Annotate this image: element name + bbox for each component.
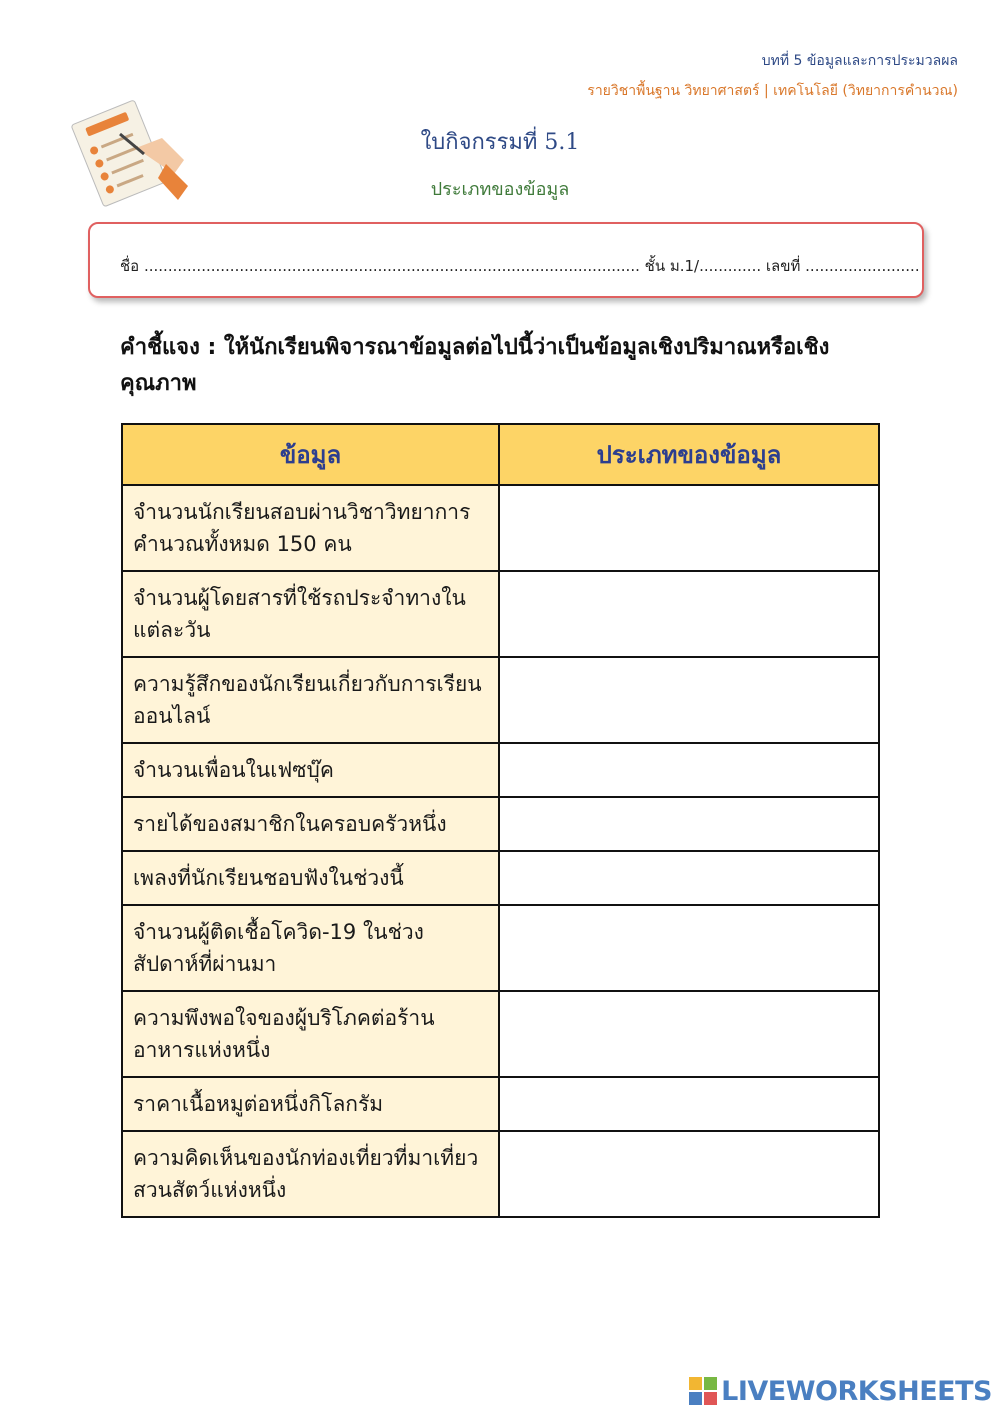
number-field[interactable]: ........................ — [805, 257, 920, 275]
table-row — [122, 991, 879, 1077]
number-label: เลขที่ — [765, 257, 801, 275]
data-type-table — [121, 423, 880, 1218]
answer-cell[interactable] — [499, 1131, 879, 1217]
data-item: ความรู้สึกของนักเรียนเกี่ยวกับการเรียนออนไลน์ — [122, 657, 499, 743]
table-row — [122, 797, 879, 851]
class-field[interactable]: ............. — [699, 257, 762, 275]
answer-cell[interactable] — [499, 1077, 879, 1131]
data-item: จำนวนเพื่อนในเฟซบุ๊ค — [122, 743, 499, 797]
data-item: จำนวนนักเรียนสอบผ่านวิชาวิทยาการคำนวณทั้งหมด 150 คน — [122, 485, 499, 571]
table-row — [122, 485, 879, 571]
data-item: จำนวนผู้โดยสารที่ใช้รถประจำทางในแต่ละวัน — [122, 571, 499, 657]
student-info-line — [120, 254, 920, 278]
data-item: เพลงที่นักเรียนชอบฟังในช่วงนี้ — [122, 851, 499, 905]
data-item: ความคิดเห็นของนักท่องเที่ยวที่มาเที่ยวสวนสัตว์แห่งหนึ่ง — [122, 1131, 499, 1217]
header-data-type: ประเภทของข้อมูล — [499, 424, 879, 485]
answer-cell[interactable] — [499, 851, 879, 905]
answer-cell[interactable] — [499, 905, 879, 991]
data-item: ราคาเนื้อหมูต่อหนึ่งกิโลกรัม — [122, 1077, 499, 1131]
subject-header: รายวิชาพื้นฐาน วิทยาศาสตร์ | เทคโนโลยี (วิทยาการคำนวณ) — [587, 83, 958, 99]
table-row — [122, 571, 879, 657]
class-label: ชั้น ม.1/ — [644, 257, 700, 275]
liveworksheets-logo — [689, 1374, 992, 1408]
page-title: ใบกิจกรรมที่ 5.1 — [420, 130, 580, 155]
data-item: รายได้ของสมาชิกในครอบครัวหนึ่ง — [122, 797, 499, 851]
table-row — [122, 1077, 879, 1131]
chapter-header: บทที่ 5 ข้อมูลและการประมวลผล — [761, 53, 958, 69]
answer-cell[interactable] — [499, 485, 879, 571]
data-item: จำนวนผู้ติดเชื้อโควิด-19 ในช่วงสัปดาห์ที่ผ่านมา — [122, 905, 499, 991]
table-row — [122, 905, 879, 991]
student-info-box — [88, 222, 924, 298]
answer-cell[interactable] — [499, 797, 879, 851]
name-label: ชื่อ — [120, 257, 140, 275]
table-row — [122, 743, 879, 797]
liveworksheets-wordmark: LIVEWORKSHEETS — [721, 1375, 992, 1407]
answer-cell[interactable] — [499, 571, 879, 657]
table-header-row — [122, 424, 879, 485]
liveworksheets-badge-icon — [689, 1377, 717, 1405]
answer-cell[interactable] — [499, 743, 879, 797]
name-field[interactable]: ........................................................................................................ — [143, 257, 640, 275]
table-row — [122, 657, 879, 743]
table-row — [122, 1131, 879, 1217]
header-data: ข้อมูล — [122, 424, 499, 485]
table-row — [122, 851, 879, 905]
data-item: ความพึงพอใจของผู้บริโภคต่อร้านอาหารแห่งหนึ่ง — [122, 991, 499, 1077]
answer-cell[interactable] — [499, 657, 879, 743]
page-subtitle: ประเภทของข้อมูล — [430, 179, 570, 200]
instructions: คำชี้แจง : ให้นักเรียนพิจารณาข้อมูลต่อไปนี้ว่าเป็นข้อมูลเชิงปริมาณหรือเชิงคุณภาพ — [120, 335, 830, 396]
answer-cell[interactable] — [499, 991, 879, 1077]
